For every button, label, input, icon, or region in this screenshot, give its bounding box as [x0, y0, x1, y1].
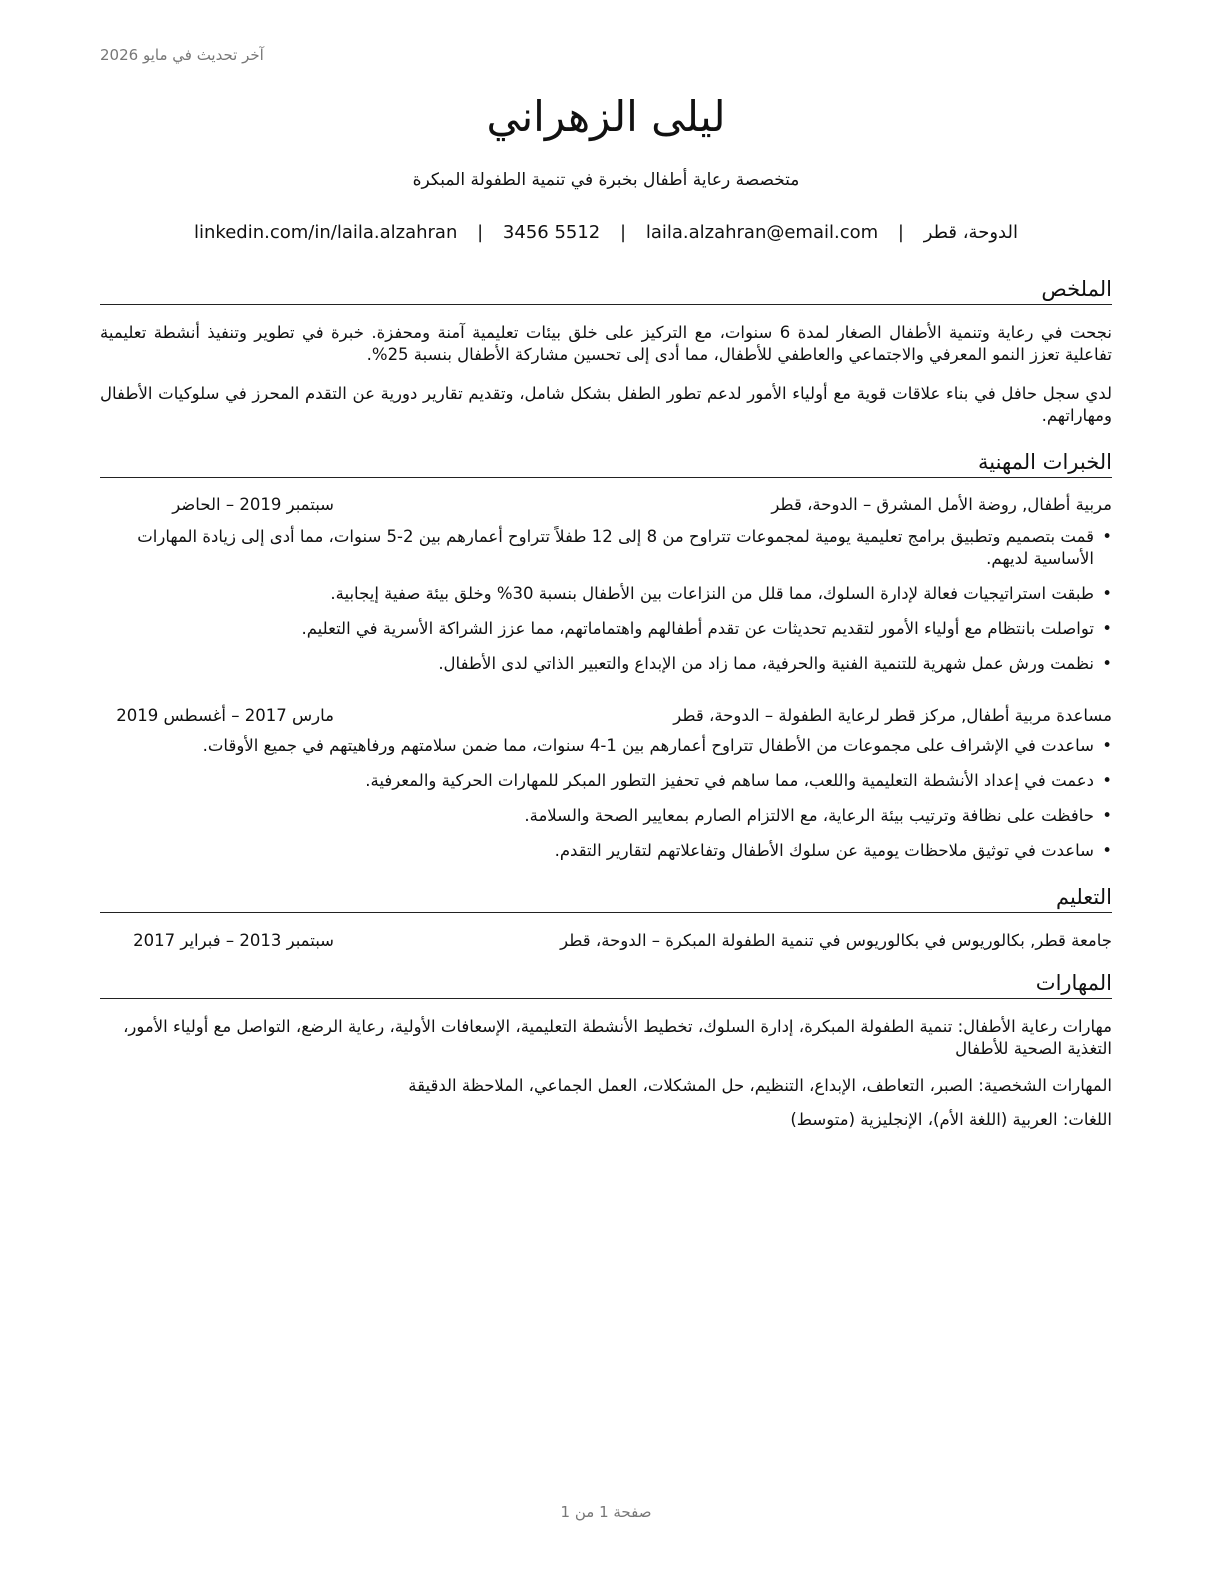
bullet-text: نظمت ورش عمل شهرية للتنمية الفنية والحرفية، مما زاد من الإبداع والتعبير الذاتي لدى الأطفال.: [438, 654, 1094, 673]
bullet-icon: •: [1102, 527, 1112, 546]
job-heading: [100, 494, 1112, 516]
contact-separator: |: [897, 222, 904, 243]
bullet-text: ساعدت في توثيق ملاحظات يومية عن سلوك الأطفال وتفاعلاتهم لتقارير التقدم.: [554, 841, 1094, 860]
skills-section-title: المهارات: [100, 971, 1112, 999]
summary-paragraph: لدي سجل حافل في بناء علاقات قوية مع أولياء الأمور لدعم تطور الطفل بشكل شامل، وتقديم تقارير دورية عن التقدم المحرز في سلوكيات الأطفال ومهاراتهم.: [100, 384, 1112, 425]
bullet-text: دعمت في إعداد الأنشطة التعليمية واللعب، مما ساهم في تحفيز التطور المبكر للمهارات الحركية والمعرفية.: [365, 771, 1094, 790]
skills-line: المهارات الشخصية: الصبر، التعاطف، الإبداع، التنظيم، حل المشكلات، العمل الجماعي، الملاحظة الدقيقة: [408, 1076, 1112, 1095]
list-item: [100, 618, 1112, 640]
bullet-text: قمت بتصميم وتطبيق برامج تعليمية يومية لمجموعات تتراوح من 8 إلى 12 طفلاً تتراوح أعمارهم بين 2-5 سنوات، مما أدى إلى زيادة المهارات الأساسية لديهم.: [137, 527, 1094, 568]
bullet-text: حافظت على نظافة وترتيب بيئة الرعاية، مع الالتزام الصارم بمعايير الصحة والسلامة.: [524, 806, 1094, 825]
list-item: [100, 583, 1112, 605]
list-item: [100, 735, 1112, 757]
list-item: [100, 653, 1112, 675]
bullet-text: ساعدت في الإشراف على مجموعات من الأطفال تتراوح أعمارهم بين 1-4 سنوات، مما ضمن سلامتهم ورفاهيتهم في جميع الأوقات.: [202, 736, 1094, 755]
job-heading: [100, 705, 1112, 727]
contact-separator: |: [620, 222, 627, 243]
job-dates: سبتمبر 2019 – الحاضر: [172, 495, 334, 514]
job-title: مساعدة مربية أطفال, مركز قطر لرعاية الطفولة – الدوحة، قطر: [673, 706, 1112, 725]
job-title: مربية أطفال, روضة الأمل المشرق – الدوحة، قطر: [771, 495, 1112, 514]
contact-email[interactable]: laila.alzahran@email.com: [645, 222, 879, 243]
contact-linkedin[interactable]: linkedin.com/in/laila.alzahran: [194, 222, 458, 243]
experience-section-title: الخبرات المهنية: [100, 450, 1112, 478]
contact-location: الدوحة، قطر: [923, 222, 1018, 243]
list-item: [100, 770, 1112, 792]
job-bullets: [100, 526, 1112, 688]
resume-page: [100, 0, 1112, 1584]
page-number: صفحة 1 من 1: [560, 1503, 652, 1521]
education-section-title: التعليم: [100, 885, 1112, 913]
bullet-icon: •: [1102, 771, 1112, 790]
education-heading: [100, 930, 1112, 952]
summary-section-title: الملخص: [100, 277, 1112, 305]
contact-phone[interactable]: 3456 5512: [502, 222, 601, 243]
bullet-icon: •: [1102, 736, 1112, 755]
contact-line: [100, 222, 1112, 243]
bullet-icon: •: [1102, 619, 1112, 638]
list-item: [100, 840, 1112, 862]
education-dates: سبتمبر 2013 – فبراير 2017: [133, 931, 334, 950]
bullet-text: تواصلت بانتظام مع أولياء الأمور لتقديم تحديثات عن تقدم أطفالهم واهتماماتهم، مما عزز الشراكة الأسرية في التعليم.: [301, 619, 1094, 638]
education-degree: جامعة قطر, بكالوريوس في بكالوريوس في تنمية الطفولة المبكرة – الدوحة، قطر: [560, 931, 1112, 950]
list-item: [100, 805, 1112, 827]
candidate-tagline: متخصصة رعاية أطفال بخبرة في تنمية الطفولة المبكرة: [412, 170, 800, 190]
job-bullets: [100, 735, 1112, 875]
bullet-icon: •: [1102, 584, 1112, 603]
bullet-icon: •: [1102, 654, 1112, 673]
bullet-icon: •: [1102, 806, 1112, 825]
skills-line: مهارات رعاية الأطفال: تنمية الطفولة المبكرة، إدارة السلوك، تخطيط الأنشطة التعليمية، الإسعافات الأولية، رعاية الرضع، التواصل مع أولياء الأمور، التغذية الصحية للأطفال: [123, 1017, 1112, 1058]
job-dates: مارس 2017 – أغسطس 2019: [116, 706, 334, 725]
bullet-text: طبقت استراتيجيات فعالة لإدارة السلوك، مما قلل من النزاعات بين الأطفال بنسبة 30% وخلق بيئة صفية إيجابية.: [330, 584, 1094, 603]
skills-line: اللغات: العربية (اللغة الأم)، الإنجليزية (متوسط): [790, 1110, 1112, 1129]
list-item: [100, 526, 1112, 570]
candidate-name: ليلى الزهراني: [486, 92, 726, 141]
last-updated-note: آخر تحديث في مايو 2026: [100, 46, 264, 64]
bullet-icon: •: [1102, 841, 1112, 860]
contact-separator: |: [477, 222, 484, 243]
summary-paragraph: نجحت في رعاية وتنمية الأطفال الصغار لمدة 6 سنوات، مع التركيز على خلق بيئات تعليمية آمنة ومحفزة. خبرة في تطوير وتنفيذ أنشطة تعليمية تفاعلية تعزز النمو المعرفي والاجتماعي والعاطفي للأطفال، مما أدى إلى تحسين مشاركة الأطفال بنسبة 25%.: [100, 323, 1112, 364]
